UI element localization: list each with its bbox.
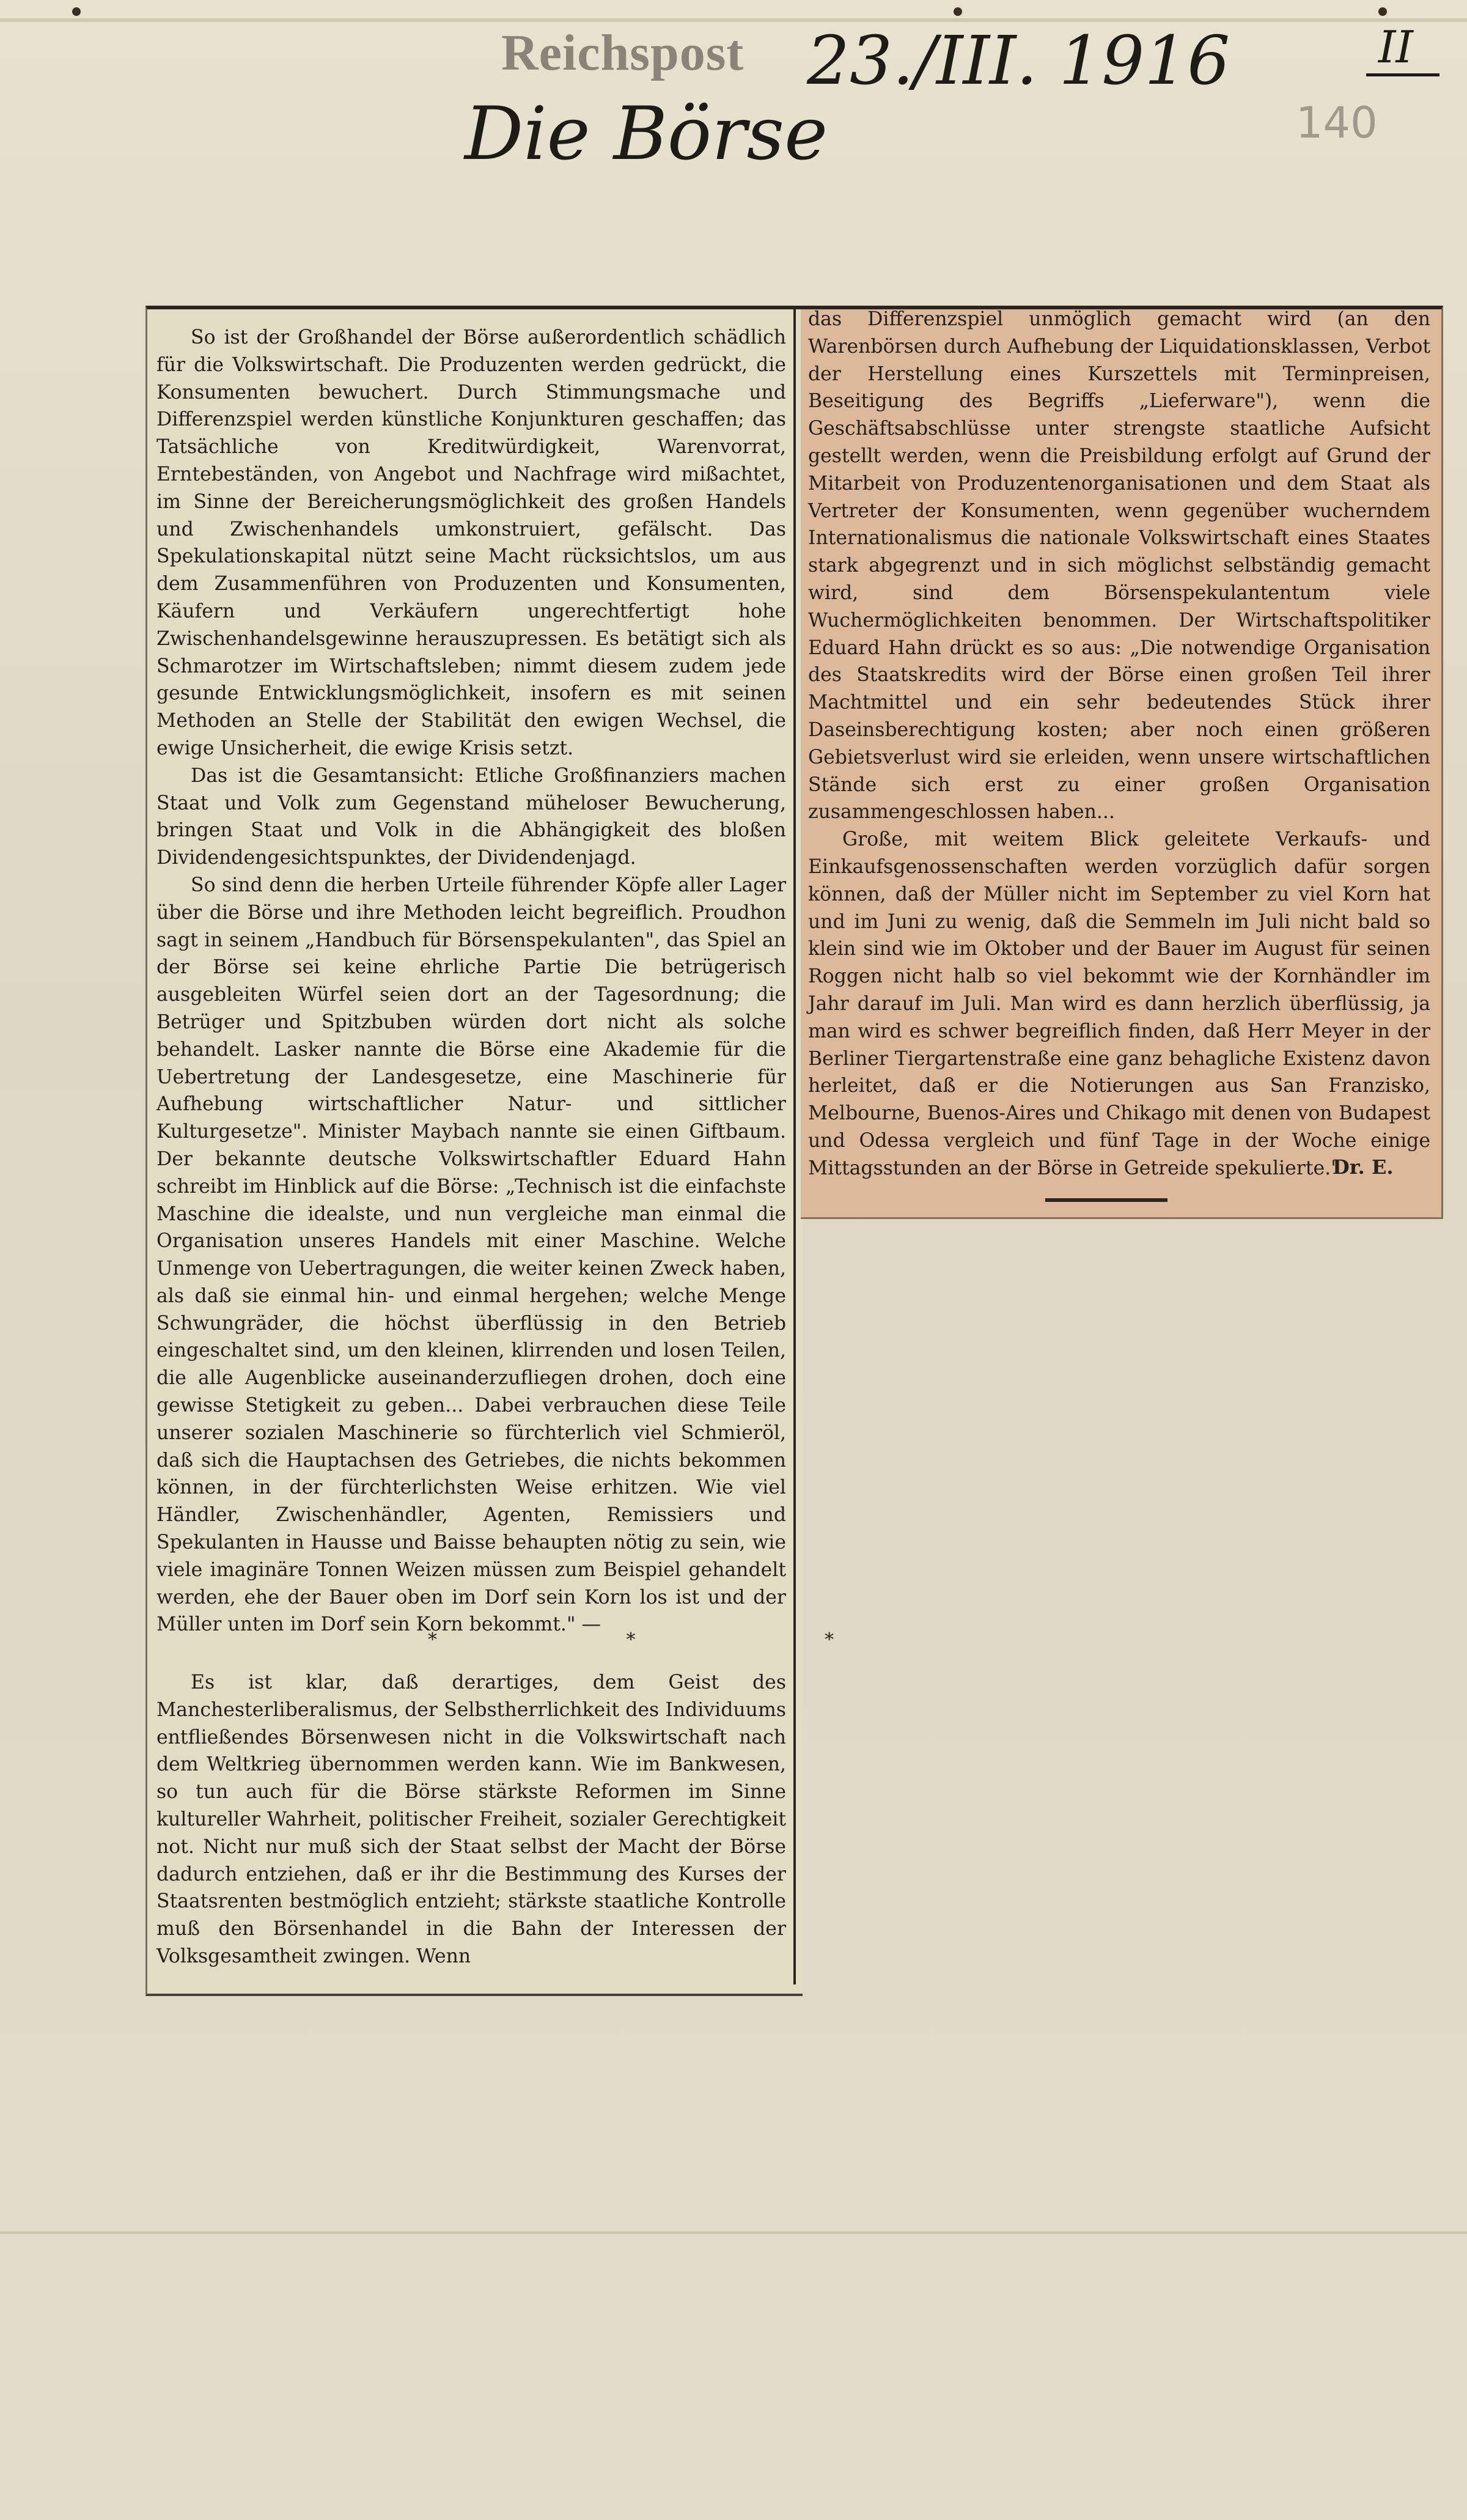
- paragraph: So ist der Großhandel der Börse außerordentlich schädlich für die Volkswirtschaft. Die Produzenten werden gedrückt, die Konsumenten bewuchert. Durch Stimmungsmache und Differenzspiel werden künstliche Konjunkturen geschaffen; das Tatsächliche von Kreditwürdigkeit, Warenvorrat, Erntebeständen, von Angebot und Nachfrage wird mißachtet, im Sinne der Bereicherungsmöglichkeit des großen Handels und Zwischenhandels umkonstruiert, gefälscht. Das Spekulationskapital nützt seine Macht rücksichtslos, um aus dem Zusammenführen von Produzenten und Konsumenten, Käufern und Verkäufern ungerechtfertigt hohe Zwischenhandelsgewinne herauszupressen. Es betätigt sich als Schmarotzer im Wirtschaftsleben; nimmt diesem zudem jede gesunde Entwicklungsmöglichkeit, insofern es mit seinen Methoden an Stelle der Stabilität den ewigen Wechsel, die ewige Unsicherheit, die ewige Krisis setzt.: [156, 326, 786, 759]
- archive-mark-underline: [1366, 73, 1439, 76]
- fold-line: [0, 2231, 1467, 2234]
- paragraph: Das ist die Gesamtansicht: Etliche Großfinanziers machen Staat und Volk zum Gegenstand müheloser Bewucherung, bringen Staat und Volk in die Abhängigkeit des bloßen Dividendengesichtspunktes, der Dividendenjagd.: [156, 764, 786, 869]
- article-left-top: [156, 324, 786, 1638]
- newspaper-stamp: Reichspost: [501, 24, 745, 81]
- archive-mark: II: [1378, 21, 1413, 73]
- column-rule: [793, 309, 796, 1984]
- author-signature: Dr. E.: [1333, 1155, 1394, 1179]
- paragraph: Große, mit weitem Blick geleitete Verkaufs- und Einkaufsgenossenschaften werden vorzüglich dafür sorgen können, daß der Müller nicht im September zu viel Korn hat und im Juni zu wenig, daß die Semmeln im Juli nicht bald so klein sind wie im Oktober und der Bauer im August für seinen Roggen nicht halb so viel bekommt wie der Kornhändler im Jahr darauf im Juli. Man wird es dann herzlich überflüssig, ja man wird es schwer begreiflich finden, daß Herr Meyer in der Berliner Tiergartenstraße eine ganz behagliche Existenz davon herleitet, daß er die Notierungen aus San Franzisko, Melbourne, Buenos-Aires und Chikago mit denen von Budapest und Odessa vergleich und fünf Tage in der Woche einige Mittagsstunden an der Börse in Getreide spekulierte.": [808, 828, 1430, 1179]
- paragraph: So sind denn die herben Urteile führender Köpfe aller Lager über die Börse und ihre Methoden leicht begreiflich. Proudhon sagt in seinem „Handbuch für Börsenspekulanten", das Spiel an der Börse sei keine ehrliche Partie Die betrügerisch ausgebleiten Würfel seien dort an der Tagesordnung; die Betrüger und Spitzbuben würden dort nicht als solche behandelt. Lasker nannte die Börse eine Akademie für die Uebertretung der Landesgesetze, eine Maschinerie für Aufhebung wirtschaftlicher Natur- und sittlicher Kulturgesetze". Minister Maybach nannte sie einen Giftbaum. Der bekannte deutsche Volkswirtschaftler Eduard Hahn schreibt im Hinblick auf die Börse: „Technisch ist die einfachste Maschine die idealste, und nun vergleiche man einmal die Organisation unseres Handels mit einer Maschine. Welche Unmenge von Uebertragungen, die weiter keinen Zweck haben, als daß sie einmal hin- und einmal hergehen; welche Menge Schwungräder, die höchst überflüssig in den Betrieb eingeschaltet sind, um den kleinen, klirrenden und losen Teilen, die alle Augenblicke auseinanderzufliegen drohen, doch eine gewisse Stetigkeit zu geben... Dabei verbrauchen diese Teile unserer sozialen Maschinerie so fürchterlich viel Schmieröl, daß sich die Hauptachsen des Getriebes, die nichts bekommen können, in der fürchterlichsten Weise erhitzen. Wie viel Händler, Zwischenhändler, Agenten, Remissiers und Spekulanten in Hausse und Baisse behaupten nötig zu sein, wie viele imaginäre Tonnen Weizen müssen zum Beispiel gehandelt werden, ehe der Bauer oben im Dorf sein Korn los ist und der Müller unten im Dorf sein Korn bekommt." —: [156, 874, 786, 1636]
- paragraph: Es ist klar, daß derartiges, dem Geist des Manchesterliberalismus, der Selbstherrlichkeit des Individuums entfließendes Börsenwesen nicht in die Volkswirtschaft nach dem Weltkrieg übernommen werden kann. Wie im Bankwesen, so tun auch für die Börse stärkste Reformen im Sinne kultureller Wahrheit, politischer Freiheit, sozialer Gerechtigkeit not. Nicht nur muß sich der Staat selbst der Macht der Börse dadurch entziehen, daß er ihr die Bestimmung des Kurses der Staatsrenten bestmöglich entzieht; stärkste staatliche Kontrolle muß den Börsenhandel in die Bahn der Interessen der Volksgesamtheit zwingen. Wenn: [156, 1671, 786, 1967]
- handwritten-title: Die Börse: [465, 92, 828, 177]
- pencil-page-number: 140: [1296, 98, 1378, 148]
- top-edge: [0, 18, 1467, 22]
- staple-hole: [954, 7, 962, 16]
- paragraph: das Differenzspiel unmöglich gemacht wird (an den Warenbörsen durch Aufhebung der Liquidationsklassen, Verbot der Herstellung eines Kurszettels mit Terminpreisen, Beseitigung des Begriffs „Lieferware"), wenn die Geschäftsabschlüsse unter strengste staatliche Aufsicht gestellt werden, wenn die Preisbildung erfolgt auf Grund der Mitarbeit von Produzentenorganisationen und dem Staat als Vertreter der Konsumenten, wenn gegenüber wucherndem Internationalismus die nationale Volkswirtschaft eines Staates stark abgegrenzt und in sich möglichst selbständig gemacht wird, sind dem Börsenspekulantentum viele Wuchermöglichkeiten benommen. Der Wirtschaftspolitiker Eduard Hahn drückt es so aus: „Die notwendige Organisation des Staatskredits wird der Börse einen großen Teil ihrer Machtmittel und ein sehr bedeutendes Stück ihrer Daseinsberechtigung kosten; aber noch einen größeren Gebietsverlust wird sie erleiden, wenn unsere wirtschaftlichen Stände sich erst zu einer großen Organisation zusammengeschlossen haben...: [808, 308, 1430, 823]
- article-left-bottom: [156, 1669, 786, 1970]
- handwritten-date: 23./III. 1916: [807, 21, 1230, 100]
- end-rule: [1045, 1198, 1167, 1202]
- staple-hole: [72, 7, 81, 16]
- article-right: [808, 306, 1430, 1182]
- staple-hole: [1378, 7, 1387, 16]
- section-separator: * * *: [428, 1629, 926, 1651]
